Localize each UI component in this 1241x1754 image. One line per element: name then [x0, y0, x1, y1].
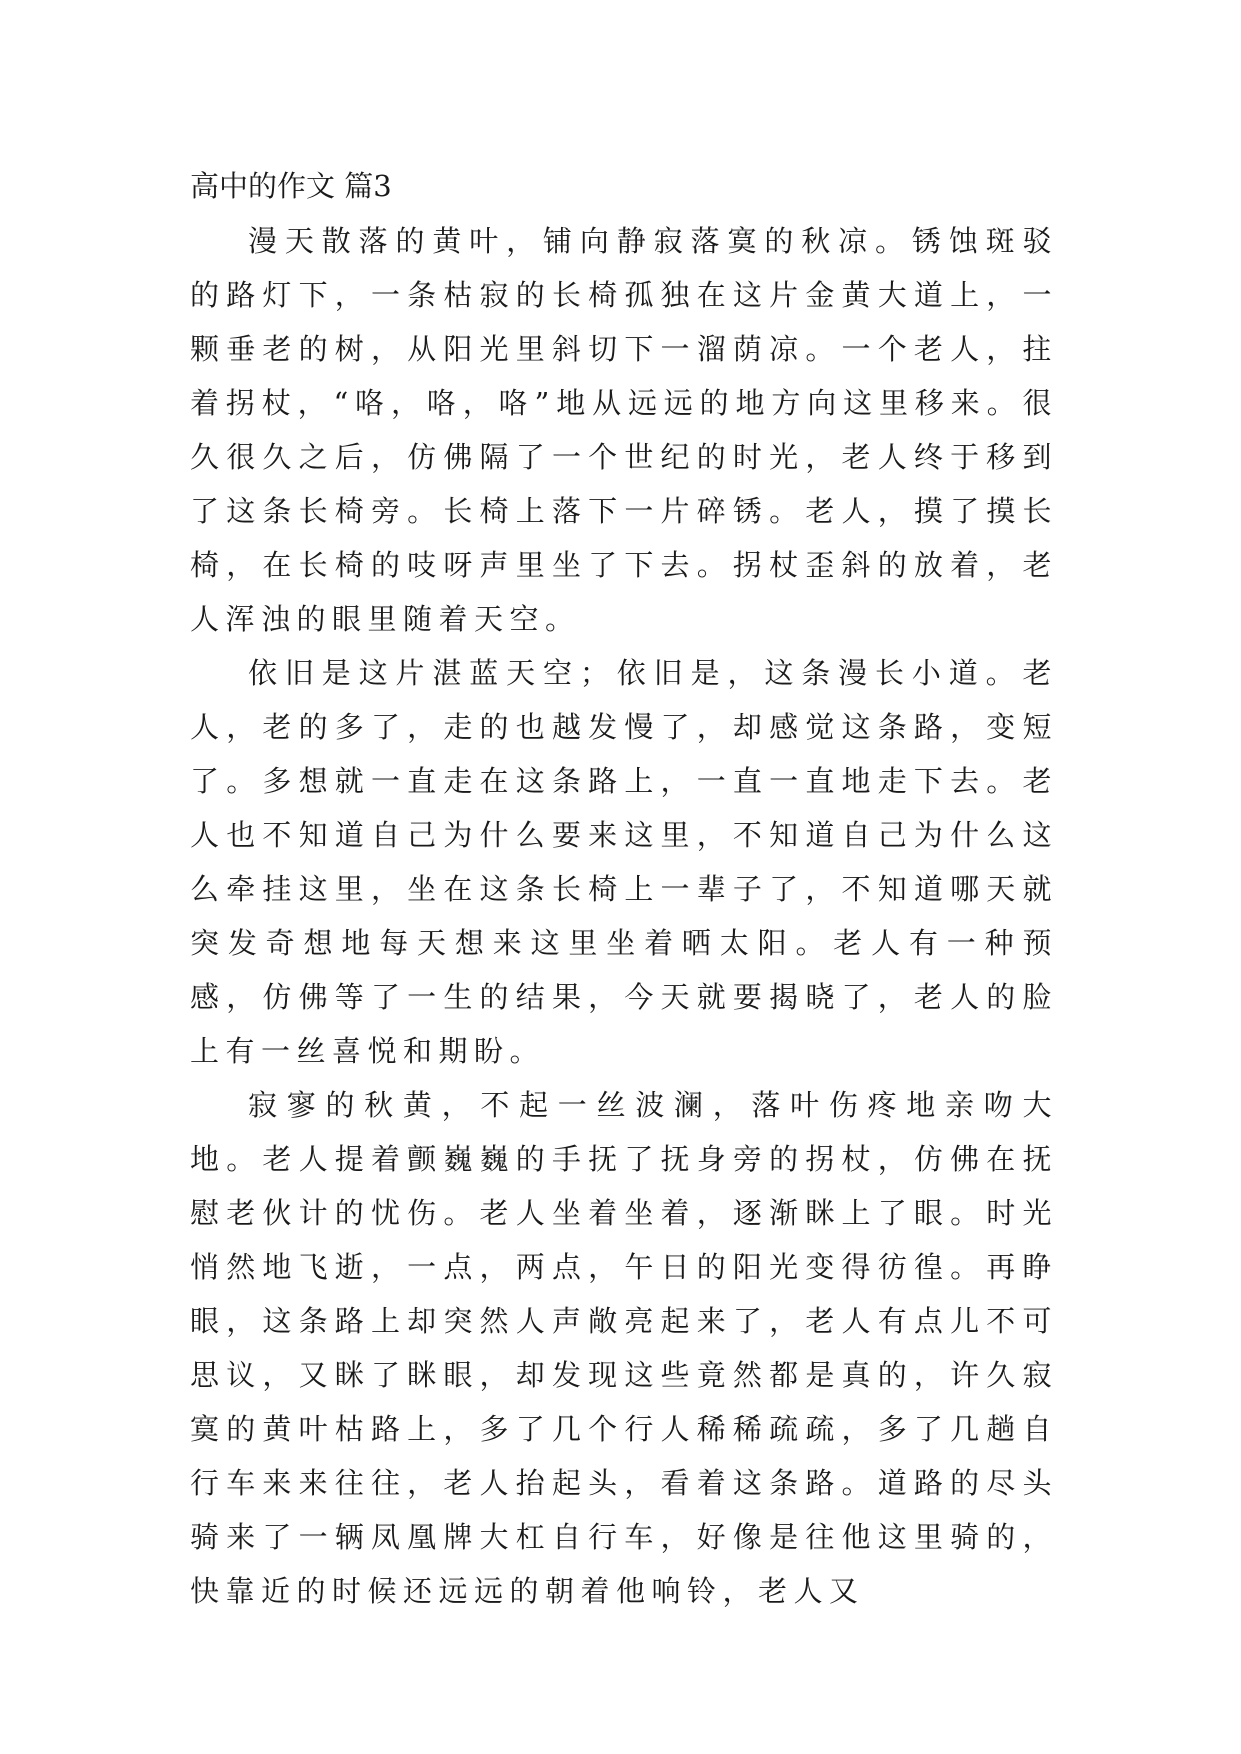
document-body: [190, 162, 1058, 1618]
paragraph-1: 漫天散落的黄叶，铺向静寂落寞的秋凉。锈蚀斑驳的路灯下，一条枯寂的长椅孤独在这片金黄大道上，一颗垂老的树，从阳光里斜切下一溜荫凉。一个老人，拄着拐杖，“咯，咯，咯”地从远远的地方向这里移来。很久很久之后，仿佛隔了一个世纪的时光，老人终于移到了这条长椅旁。长椅上落下一片碎锈。老人，摸了摸长椅，在长椅的吱呀声里坐了下去。拐杖歪斜的放着，老人浑浊的眼里随着天空。: [190, 224, 1058, 636]
essay-title: 高中的作文 篇3: [190, 169, 392, 203]
paragraph-3: 寂寥的秋黄，不起一丝波澜，落叶伤疼地亲吻大地。老人提着颤巍巍的手抚了抚身旁的拐杖，仿佛在抚慰老伙计的忧伤。老人坐着坐着，逐渐眯上了眼。时光悄然地飞逝，一点，两点，午日的阳光变得彷徨。再睁眼，这条路上却突然人声敞亮起来了，老人有点儿不可思议，又眯了眯眼，却发现这些竟然都是真的，许久寂寞的黄叶枯路上，多了几个行人稀稀疏疏，多了几趟自行车来来往往，老人抬起头，看着这条路。道路的尽头骑来了一辆凤凰牌大杠自行车，好像是往他这里骑的，快靠近的时候还远远的朝着他响铃，老人又: [190, 1088, 1058, 1608]
paragraph-2: 依旧是这片湛蓝天空；依旧是，这条漫长小道。老人，老的多了，走的也越发慢了，却感觉这条路，变短了。多想就一直走在这条路上，一直一直地走下去。老人也不知道自己为什么要来这里，不知道自己为什么这么牵挂这里，坐在这条长椅上一辈子了，不知道哪天就突发奇想地每天想来这里坐着晒太阳。老人有一种预感，仿佛等了一生的结果，今天就要揭晓了，老人的脸上有一丝喜悦和期盼。: [190, 656, 1058, 1068]
